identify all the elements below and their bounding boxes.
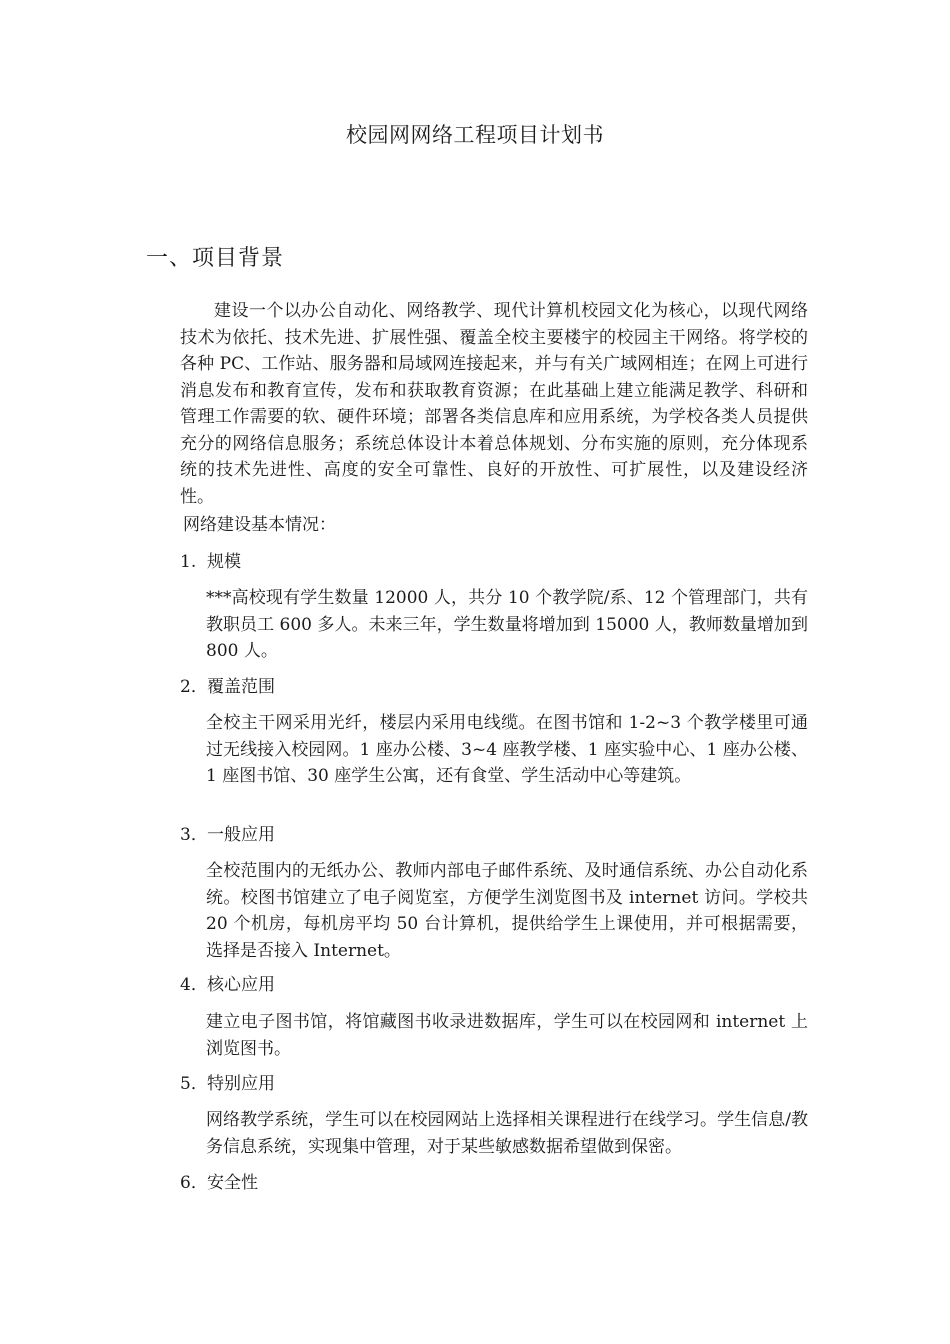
item-title: 规模 [207,552,241,572]
item-number: 3． [180,825,208,845]
item-body-special-application: 网络教学系统，学生可以在校园网站上选择相关课程进行在线学习。学生信息/教务信息系统，实现集中管理，对于某些敏感数据希望做到保密。 [206,1110,808,1157]
item-number: 2． [180,677,208,697]
item-title: 覆盖范围 [207,677,275,697]
item-body-scale: ***高校现有学生数量 12000 人，共分 10 个教学院/系、12 个管理部门，共有教职员工 600 多人。未来三年，学生数量将增加到 15000 人，教师数量增加到 800 人。 [206,588,808,661]
document-title: 校园网网络工程项目计划书 [346,123,604,147]
item-title: 特别应用 [207,1074,275,1094]
intro-paragraph: 建设一个以办公自动化、网络教学、现代计算机校园文化为核心，以现代网络技术为依托、技术先进、扩展性强、覆盖全校主要楼宇的校园主干网络。将学校的各种 PC、工作站、服务器和局域网连接起来，并与有关广域网相连；在网上可进行消息发布和教育宣传，发布和获取教育资源；在此基础上建立能满足教学、科研和管理工作需要的软、硬件环境；部署各类信息库和应用系统，为学校各类人员提供充分的网络信息服务；系统总体设计本着总体规划、分布实施的原则，充分体现系统的技术先进性、高度的安全可靠性、良好的开放性、可扩展性，以及建设经济性。 [180,301,808,507]
item-body-core-application: 建立电子图书馆，将馆藏图书收录进数据库，学生可以在校园网和 internet 上浏览图书。 [206,1012,808,1059]
item-heading-security [180,1170,258,1196]
item-heading-coverage [180,674,275,700]
item-number: 6． [180,1173,208,1193]
basic-info-label: 网络建设基本情况： [183,515,336,535]
item-title: 核心应用 [207,975,275,995]
section-heading-project-background: 一、项目背景 [146,246,285,271]
item-heading-core-application [180,972,275,998]
item-number: 1. [180,552,197,572]
item-title: 安全性 [207,1173,258,1193]
item-heading-general-application [180,822,275,848]
item-body-general-application: 全校范围内的无纸办公、教师内部电子邮件系统、及时通信系统、办公自动化系统。校图书馆建立了电子阅览室，方便学生浏览图书及 internet 访问。学校共 20 个机房，每机房平均 50 台计算机，提供给学生上课使用，并可根据需要，选择是否接入 Internet。 [206,861,808,961]
item-body-coverage: 全校主干网采用光纤，楼层内采用电线缆。在图书馆和 1-2~3 个教学楼里可通过无线接入校园网。1 座办公楼、3~4 座教学楼、1 座实验中心、1 座办公楼、1 座图书馆、30 座学生公寓，还有食堂、学生活动中心等建筑。 [206,713,808,786]
item-number: 4． [180,975,208,995]
item-title: 一般应用 [207,825,275,845]
item-heading-scale [180,549,241,575]
item-number: 5． [180,1074,208,1094]
item-heading-special-application [180,1071,275,1097]
